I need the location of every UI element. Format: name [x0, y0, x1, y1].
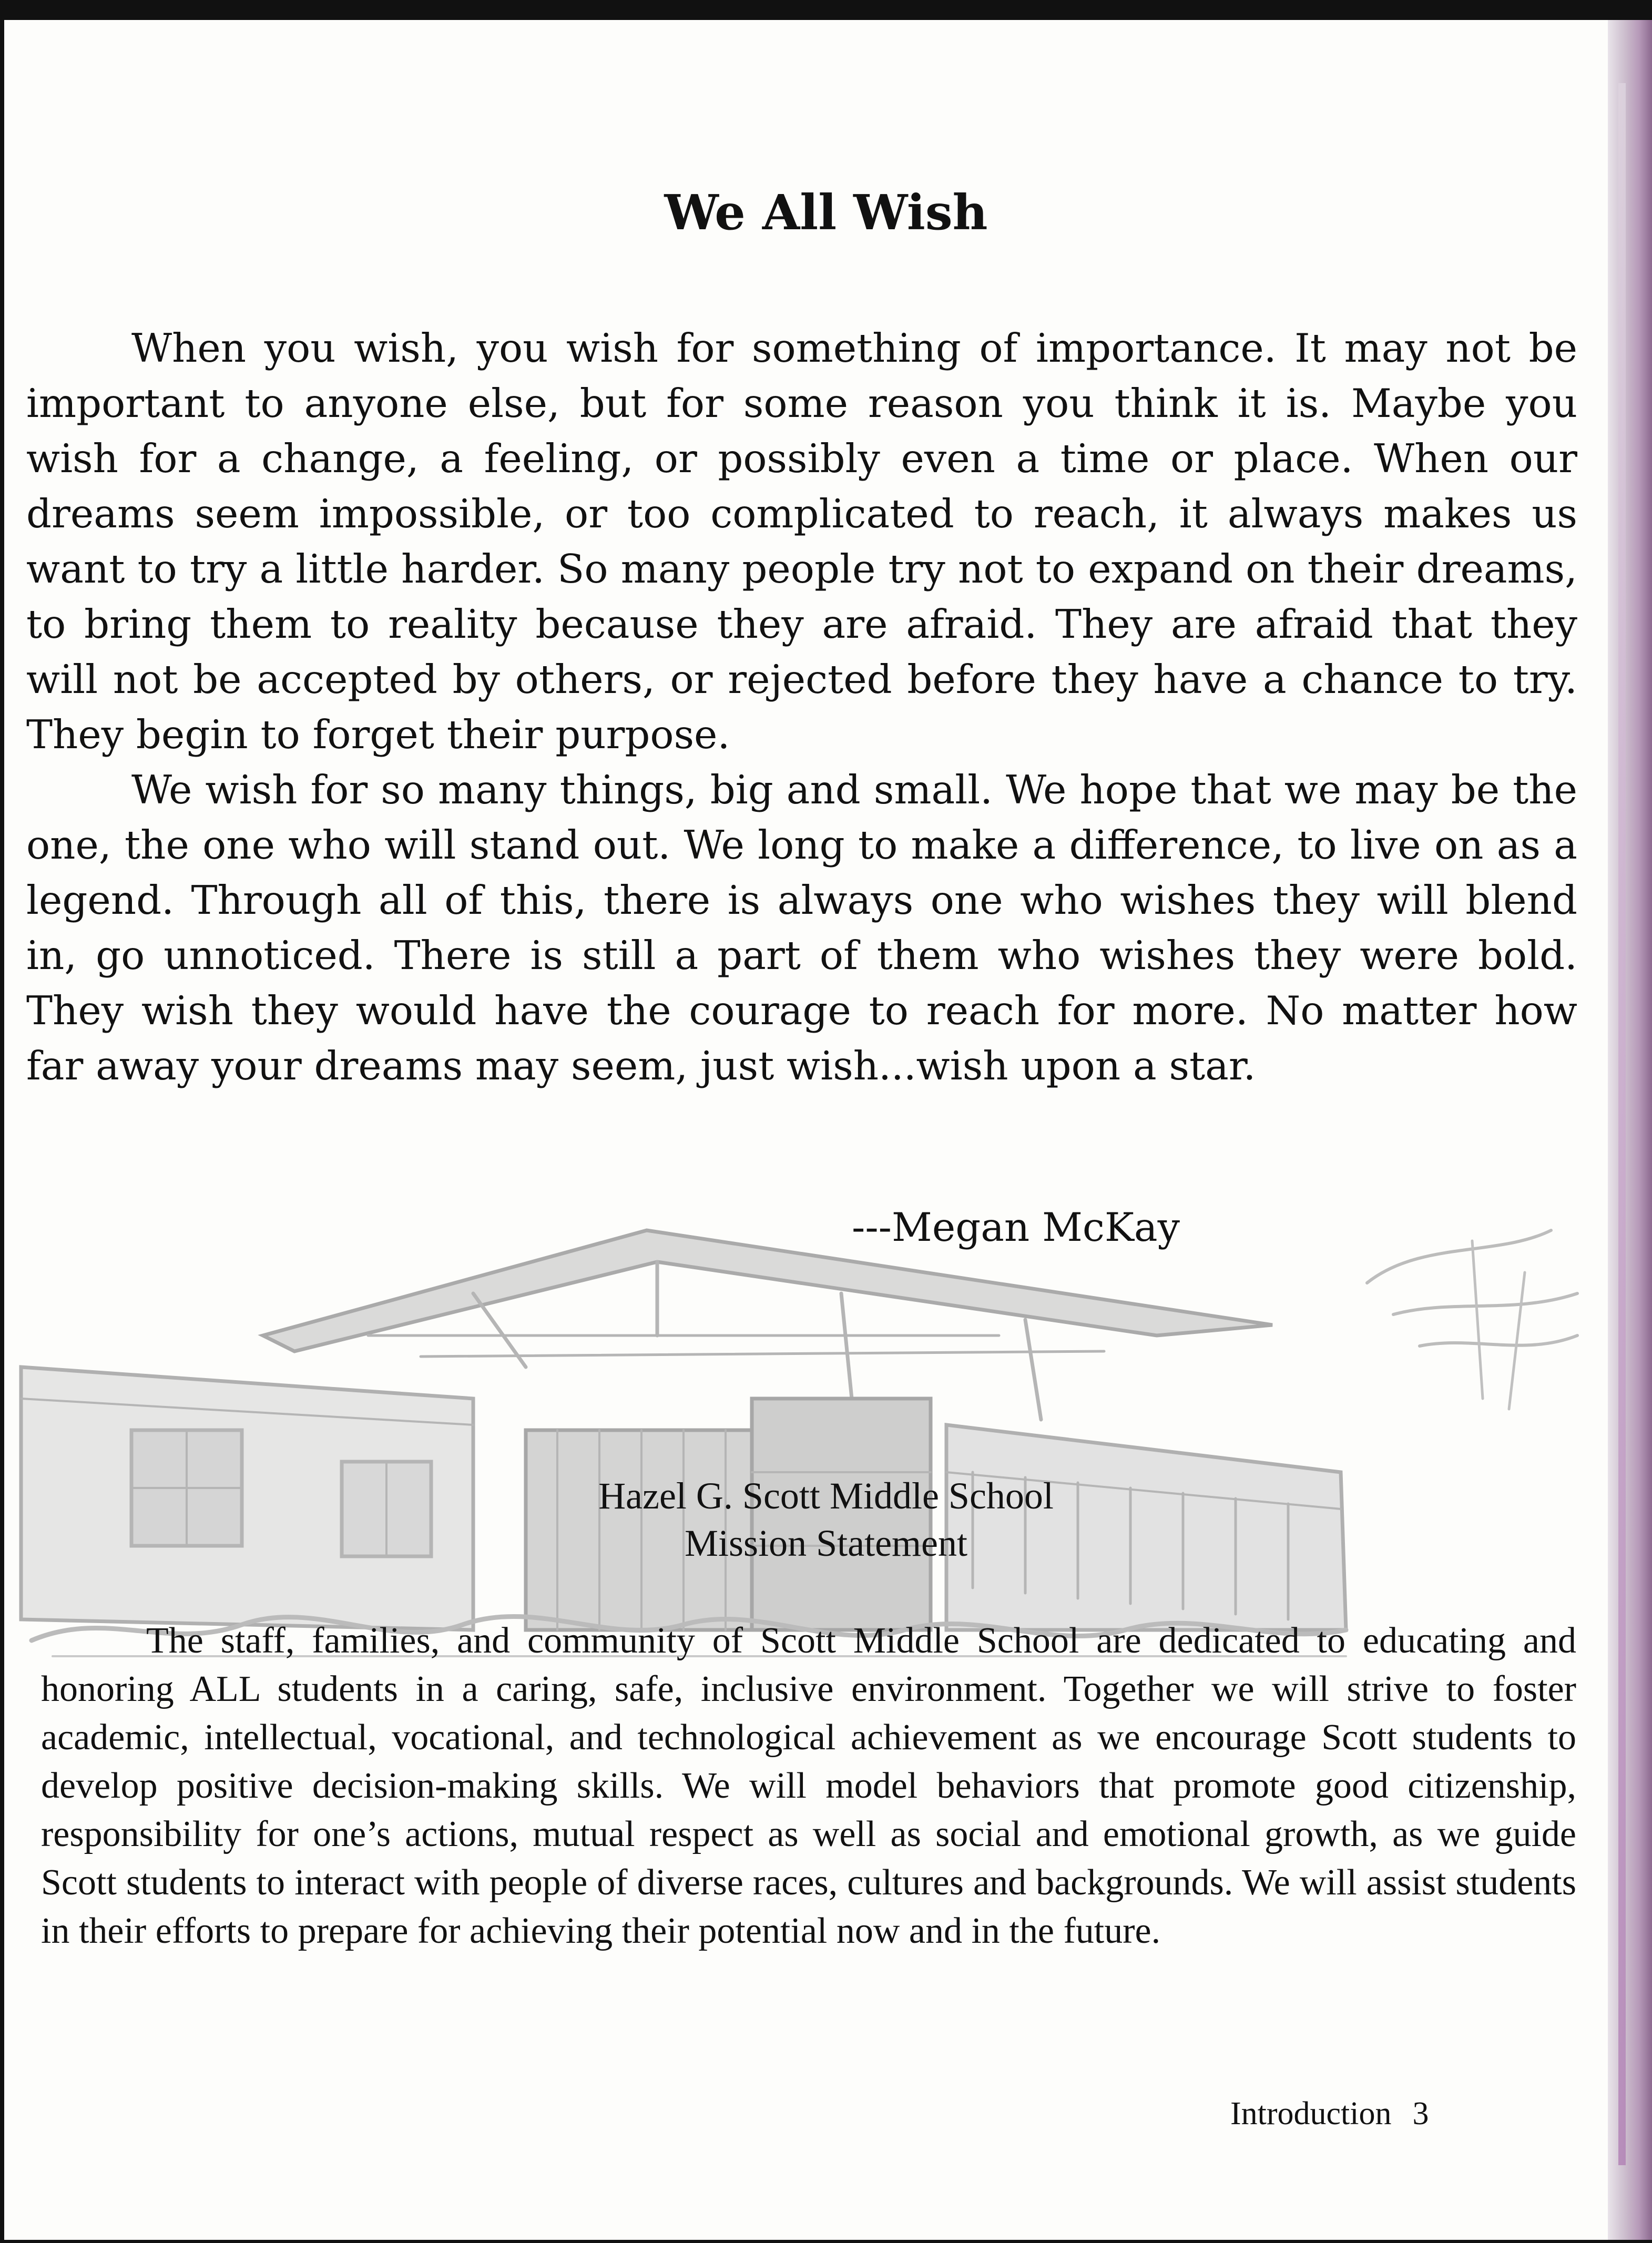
footer-section-name: Introduction [1230, 2096, 1392, 2132]
essay-author: ---Megan McKay [852, 1204, 1180, 1250]
page-number: 3 [1412, 2096, 1429, 2132]
page-edge [1608, 20, 1652, 2240]
essay-title: We All Wish [664, 184, 988, 241]
essay-paragraph-2: We wish for so many things, big and small. We hope that we may be the one, the one who will stand out. We long to make a difference, to live on as a legend. Through all of this, there is always one who wishes they will blend in, go unnoticed. There is still a part of them who wishes they were bold. They wish they would have the courage to reach for more. No matter how far away your dreams may seem, just wish...wish upon a star. [26, 767, 1577, 1089]
mission-heading-school: Hazel G. Scott Middle School [598, 1475, 1054, 1517]
mission-statement-text: The staff, families, and community of Scott Middle School are dedicated to educating and honoring ALL students in a caring, safe, inclusive environment. Together we will strive to foster academic, intellectual, vocational, and technological achievement as we encourage Scott students to develop positive decision-making skills. We will model behaviors that promote good citizenship, responsibility for one’s actions, mutual respect as well as social and emotional growth, as we guide Scott students to interact with people of diverse races, cultures and backgrounds. We will assist students in their efforts to prepare for achieving their potential now and in the future. [41, 1620, 1576, 1951]
school-building-sketch-icon [0, 1178, 1609, 1672]
page-edge-stripe [1618, 83, 1626, 2165]
essay-paragraph-1: When you wish, you wish for something of importance. It may not be important to anyone else, but for some reason you think it is. Maybe you wish for a change, a feeling, or possibly even a time or place. When our dreams seem impossible, or too complicated to reach, it always makes us want to try a little harder. So many people try not to expand on their dreams, to bring them to reality because they are afraid. They are afraid that they will not be accepted by others, or rejected before they have a chance to try. They begin to forget their purpose. [26, 325, 1577, 758]
mission-heading-title: Mission Statement [685, 1522, 967, 1564]
essay-body [26, 321, 1577, 1094]
mission-heading [0, 1472, 1652, 1567]
page-footer [1230, 2095, 1429, 2133]
